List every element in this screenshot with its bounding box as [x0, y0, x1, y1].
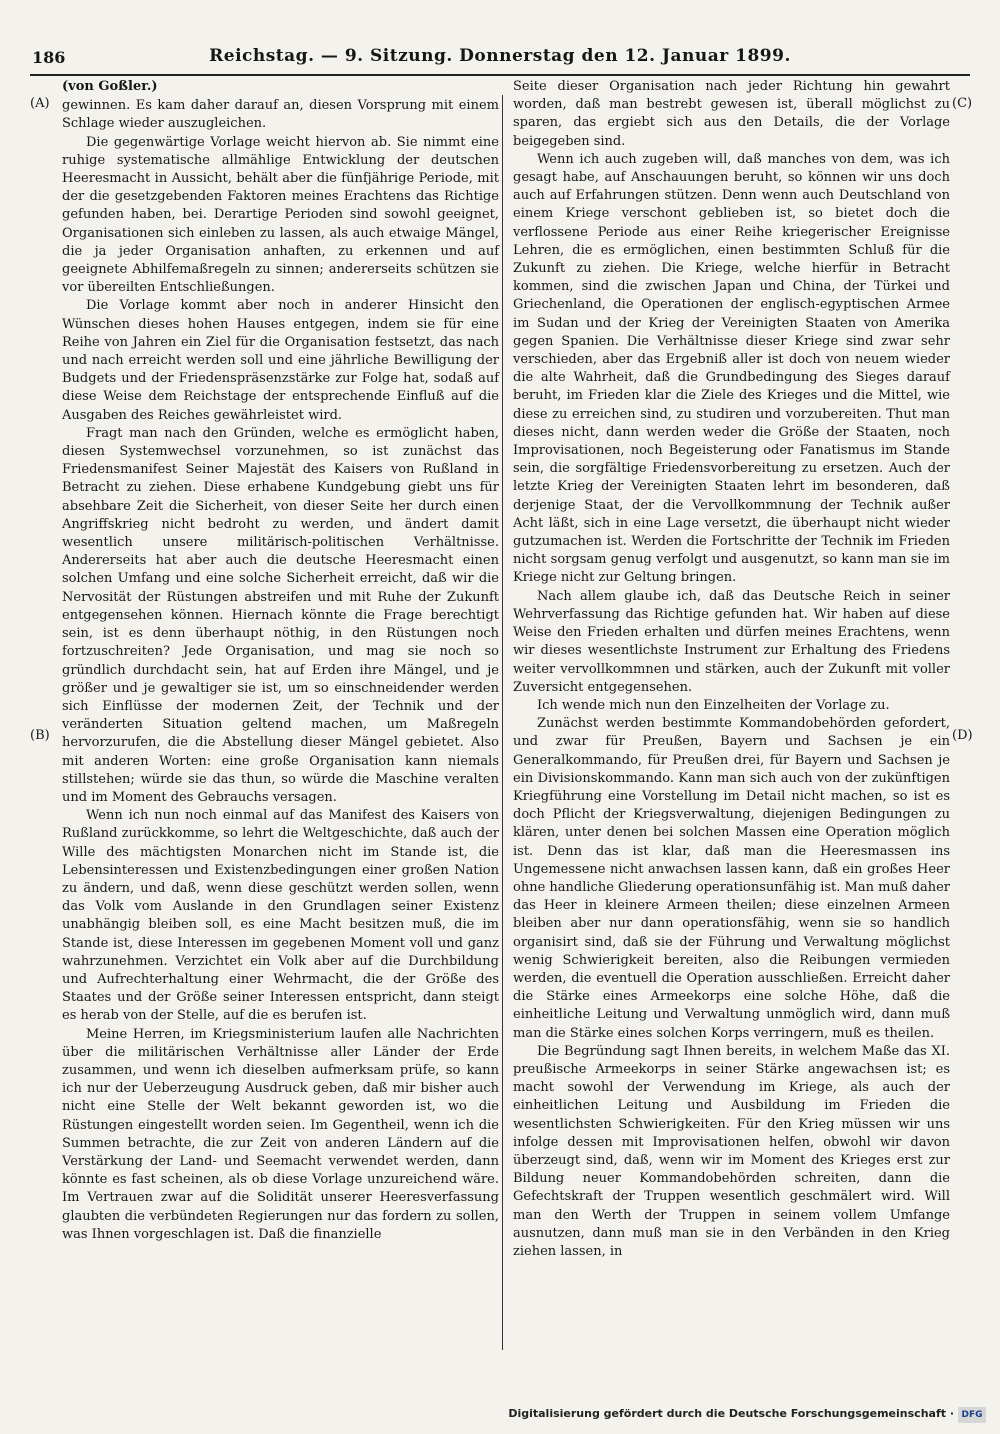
paragraph: Meine Herren, im Kriegsministerium laufen alle Nachrichten über die militärischen Verhältnisse aller Länder der Erde zusammen, und wenn ich dieselben aufmerksam prüfe, so kann ich nur der Ueberzeugung Ausdruck geben, daß mir bisher auch nicht eine Stelle der Welt bekannt geworden ist, wo die Rüstungen eingestellt worden seien. Im Gegentheil, wenn ich die Summen betrachte, die zur Zeit von anderen Ländern auf die Verstärkung der Land- und Seemacht verwendet werden, dann könnte es fast scheinen, als ob diese Vorlage unzureichend wäre. Im Vertrauen zwar auf die Solidität unserer Heeresverfassung glaubten die verbündeten Regierungen nur das fordern zu sollen, was Ihnen vorgeschlagen ist. Daß die finanzielle	[62, 1026, 499, 1242]
paragraph: Fragt man nach den Gründen, welche es ermöglicht haben, diesen Systemwechsel vorzunehmen, so ist zunächst das Friedensmanifest Seiner Majestät des Kaisers von Rußland in Betracht zu ziehen. Diese erhabene Kundgebung giebt uns für absehbare Zeit die Sicherheit, von dieser Seite her durch einen Angriffskrieg nicht bedroht zu werden, und ändert damit wesentlich unsere militärisch-politischen Verhältnisse. Andererseits hat aber auch die deutsche Heeresmacht einen solchen Umfang und eine solche Sicherheit erreicht, daß wir die Nervosität der Rüstungen abstreifen und mit Ruhe der Zukunft entgegensehen können. Hiernach könnte die Frage berechtigt sein, ist es denn überhaupt nöthig, in den Rüstungen noch fortzuschreiten? Jede Organisation, und mag sie noch so gründlich durchdacht sein, hat auf Erden ihre Mängel, und je größer und je gewaltiger sie ist, um so einschneidender werden sich Einflüsse der modernen Zeit, der Technik und der veränderten Situation geltend machen, um Maßregeln hervorzurufen, die die Abstellung dieser Mängel gebietet. Also mit anderen Worten: eine große Organisation kann niemals stillstehen; würde sie das thun, so würde die Maschine veralten und im Moment des Gebrauchs versagen.	[62, 425, 499, 805]
margin-mark-b: (B)	[30, 728, 50, 743]
speaker-label: (von Goßler.)	[62, 79, 158, 94]
margin-mark-d: (D)	[952, 728, 973, 743]
margin-mark-a: (A)	[30, 96, 50, 111]
paragraph: Die gegenwärtige Vorlage weicht hiervon ab. Sie nimmt eine ruhige systematische allmählige Entwicklung der deutschen Heeresmacht in Aussicht, behält aber die fünfjährige Periode, mit der die gesetzgebenden Faktoren meines Erachtens das Richtige gefunden haben, bei. Derartige Perioden sind sowohl geeignet, Organisationen sich einleben zu lassen, als auch etwaige Mängel, die ja jeder Organisation anhaften, zu erkennen und auf geeignete Abhilfemaßregeln zu sinnen; andererseits schützen sie vor übereilten Entschließungen.	[62, 134, 499, 296]
dfg-logo: DFG	[958, 1407, 986, 1423]
page-header	[32, 44, 968, 72]
paragraph: Die Vorlage kommt aber noch in anderer Hinsicht den Wünschen dieses hohen Hauses entgegen, indem sie für eine Reihe von Jahren ein Ziel für die Organisation festsetzt, das nach und nach erreicht werden soll und eine jährliche Bewilligung der Budgets und der Friedenspräsenzstärke zur Folge hat, sodaß auf diese Weise dem Reichstage der entsprechende Einfluß auf die Ausgaben des Reiches gewährleistet wird.	[62, 298, 499, 423]
paragraph: Ich wende mich nun den Einzelheiten der Vorlage zu.	[537, 697, 890, 713]
header-rule	[30, 74, 970, 76]
paragraph: Wenn ich nun noch einmal auf das Manifest des Kaisers von Rußland zurückkomme, so lehrt die Weltgeschichte, daß auch der Wille des mächtigsten Monarchen nicht im Stande ist, die Lebensinteressen und Existenzbedingungen einer großen Nation zu ändern, und daß, wenn diese geschützt werden sollen, wenn das Volk vom Auslande in den Grundlagen seiner Existenz unabhängig bleiben soll, es eine Macht besitzen muß, die im Stande ist, diese Interessen im gegebenen Moment voll und ganz wahrzunehmen. Verzichtet ein Volk aber auf die Durchbildung und Aufrechterhaltung einer Wehrmacht, die der Größe des Staates und der Größe seiner Interessen entspricht, dann steigt es herab von der Stelle, auf die es berufen ist.	[62, 808, 499, 1024]
column-divider	[502, 95, 503, 1350]
paragraph: Nach allem glaube ich, daß das Deutsche Reich in seiner Wehrverfassung das Richtige gefunden hat. Wir haben auf diese Weise den Frieden erhalten und dürfen meines Erachtens, wenn wir dieses wesentlichste Instrument zur Erhaltung des Friedens weiter vervollkommnen und stärken, auch der Zukunft mit voller Zuversicht entgegensehen.	[513, 588, 950, 695]
paragraph: Seite dieser Organisation nach jeder Richtung hin gewahrt worden, daß man bestrebt gewesen ist, überall möglichst zu sparen, das ergiebt sich aus den Details, die der Vorlage beigegeben sind.	[513, 79, 950, 149]
paragraph: gewinnen. Es kam daher darauf an, diesen Vorsprung mit einem Schlage wieder auszugleichen.	[62, 98, 499, 132]
margin-mark-c: (C)	[952, 96, 973, 111]
page-number: 186	[32, 48, 66, 67]
paragraph: Die Begründung sagt Ihnen bereits, in welchem Maße das XI. preußische Armeekorps in seiner Stärke angewachsen ist; es macht sowohl der Verwendung im Kriege, als auch der einheitlichen Leitung und Ausbildung im Frieden die wesentlichsten Schwierigkeiten. Für den Krieg müssen wir uns infolge dessen mit Improvisationen helfen, obwohl wir davon überzeugt sind, daß, wenn wir im Moment des Krieges erst zur Bildung neuer Kommandobehörden schreiten, dann die Gefechtskraft der Truppen wesentlich geschmälert wird. Will man den Werth der Truppen in seinem vollem Umfange ausnutzen, dann muß man sie in den Verbänden in den Krieg ziehen lassen, in	[513, 1043, 950, 1259]
paragraph: Zunächst werden bestimmte Kommandobehörden gefordert, und zwar für Preußen, Bayern und Sachsen je ein Generalkommando, für Preußen drei, für Bayern und Sachsen je ein Divisionskommando. Kann man sich auch von der zukünftigen Kriegführung eine Vorstellung im Detail nicht machen, so ist es doch Pflicht der Kriegsverwaltung, diejenigen Bedingungen zu klären, unter denen bei solchen Massen eine Operation möglich ist. Denn das ist klar, daß man die Heeresmassen ins Ungemessene nicht anwachsen lassen kann, daß ein großes Heer ohne handliche Gliederung operationsunfähig ist. Man muß daher das Heer in kleinere Armeen theilen; diese einzelnen Armeen bleiben aber nur dann operationsfähig, wenn sie so handlich organisirt sind, daß sie der Führung und Verwaltung möglichst wenig Schwierigkeit bereiten, also die Reibungen vermieden werden, die eventuell die Operation ausschließen. Erreicht daher die Stärke eines Armeekorps eine solche Höhe, daß die einheitliche Leitung und Verwaltung unmöglich wird, dann muß man die Stärke eines solchen Korps verringern, muß es theilen.	[513, 716, 950, 1041]
left-column	[62, 78, 499, 1244]
paragraph: Wenn ich auch zugeben will, daß manches von dem, was ich gesagt habe, auf Anschauungen beruht, so können wir uns doch auch auf Erfahrungen stützen. Denn wenn auch Deutschland von einem Kriege verschont geblieben ist, so bietet doch die verflossene Periode aus einer Reihe kriegerischer Ereignisse Lehren, die es ermöglichen, einen bestimmten Schluß für die Zukunft zu ziehen. Die Kriege, welche hierfür in Betracht kommen, sind die zwischen Japan und China, der Türkei und Griechenland, die Operationen der englisch-egyptischen Armee im Sudan und der Krieg der Vereinigten Staaten von Amerika gegen Spanien. Die Verhältnisse dieser Kriege sind zwar sehr verschieden, aber das Ergebniß aller ist doch von neuem wieder die alte Wahrheit, daß die Grundbedingung des Sieges darauf beruht, im Frieden klar die Ziele des Krieges und die Mittel, wie diese zu erreichen sind, zu studiren und vorzubereiten. Thut man dieses nicht, dann werden weder die Größe der Staaten, noch Improvisationen, noch Begeisterung oder Fanatismus im Stande sein, die sorgfältige Friedensvorbereitung zu ersetzen. Auch der letzte Krieg der Vereinigten Staaten lehrt im besonderen, daß derjenige Staat, der die Vervollkommnung der Technik außer Acht läßt, sich in eine Lage versetzt, die überhaupt nicht wieder gutzumachen ist. Werden die Fortschritte der Technik im Frieden nicht sorgsam genug verfolgt und ausgenutzt, so kann man sie im Kriege nicht zur Geltung bringen.	[513, 151, 950, 586]
running-title: Reichstag. — 9. Sitzung. Donnerstag den 12. Januar 1899.	[209, 46, 791, 66]
digitization-credit: Digitalisierung gefördert durch die Deutsche Forschungsgemeinschaft ·	[508, 1407, 954, 1420]
right-column	[513, 78, 950, 1261]
